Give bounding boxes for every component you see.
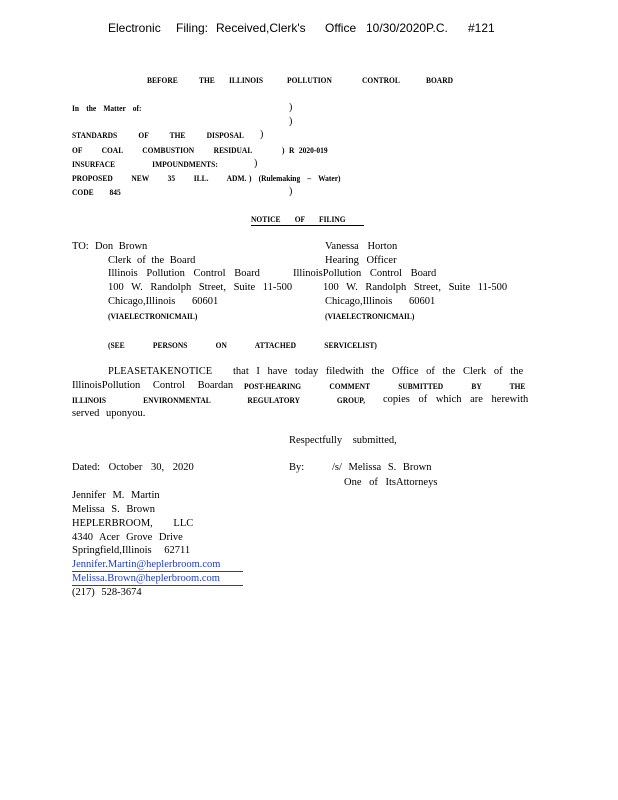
header-office: Office bbox=[325, 21, 357, 35]
body-line1: that I have today filedwith the Office of the Clerk of the bbox=[233, 366, 524, 377]
header-filing: Filing: bbox=[176, 21, 209, 35]
see-persons-note: (SEE PERSONS ON ATTACHED SERVICELIST) bbox=[108, 340, 377, 350]
email-link-brown[interactable]: Melissa.Brown@heplerbroom.com bbox=[72, 573, 220, 584]
recipient-address: 100 W. Randolph Street, Suite 11-500 bbox=[108, 282, 293, 293]
caption-in-matter: In the Matter of: bbox=[72, 103, 142, 113]
firm-name: HEPLERBROOM, LLC bbox=[72, 518, 194, 529]
firm-city: Springfield,Illinois 62711 bbox=[72, 545, 191, 556]
title-board: BOARD bbox=[426, 75, 454, 85]
body-comment-title: POST-HEARING COMMENT SUBMITTED BY THE bbox=[244, 381, 526, 391]
notice-underline bbox=[251, 225, 364, 226]
email-link-martin[interactable]: Jennifer.Martin@heplerbroom.com bbox=[72, 559, 221, 570]
signature: /s/ Melissa S. Brown bbox=[332, 462, 432, 473]
body-line3: copies of which are herewith bbox=[383, 394, 529, 405]
recipient-title: Clerk of the Board bbox=[108, 255, 196, 266]
body-line2: IllinoisPollution Control Boardan bbox=[72, 380, 234, 391]
body-notice-lead: PLEASETAKENOTICE bbox=[108, 366, 213, 377]
caption-docket: ) R 2020-019 bbox=[282, 145, 328, 155]
recipient-org: Illinois Pollution Control Board bbox=[108, 268, 260, 279]
title-illinois: ILLINOIS bbox=[229, 75, 264, 85]
header-received: Received,Clerk's bbox=[216, 21, 306, 35]
attorney-name: Melissa S. Brown bbox=[72, 504, 155, 515]
caption-paren: ) bbox=[289, 116, 293, 127]
attorney-name: Jennifer M. Martin bbox=[72, 490, 160, 501]
caption-line4: PROPOSED NEW 35 ILL. ADM. bbox=[72, 173, 247, 183]
title-pollution: POLLUTION bbox=[287, 75, 332, 85]
firm-phone: (217) 528-3674 bbox=[72, 587, 142, 598]
recipient-via: (VIAELECTRONICMAIL) bbox=[108, 311, 198, 321]
title-before: BEFORE bbox=[147, 75, 178, 85]
recipient-address: 100 W. Randolph Street, Suite 11-500 bbox=[323, 282, 508, 293]
caption-paren: ) bbox=[289, 186, 293, 197]
firm-street: 4340 Acer Grove Drive bbox=[72, 532, 183, 543]
caption-paren: ) bbox=[260, 129, 264, 140]
body-group-name: ILLINOIS ENVIRONMENTAL REGULATORY GROUP, bbox=[72, 395, 366, 405]
header-number: #121 bbox=[468, 21, 495, 35]
recipient-city: Chicago,Illinois 60601 bbox=[108, 296, 219, 307]
caption-line5: CODE 845 bbox=[72, 187, 121, 197]
recipient-org: IllinoisPollution Control Board bbox=[293, 268, 437, 279]
email-underline bbox=[72, 585, 243, 586]
closing: Respectfully submitted, bbox=[289, 435, 397, 446]
caption-line2: OF COAL COMBUSTION RESIDUAL bbox=[72, 145, 253, 155]
title-control: CONTROL bbox=[362, 75, 400, 85]
body-line4: served uponyou. bbox=[72, 408, 146, 419]
dated-line: Dated: October 30, 2020 bbox=[72, 462, 194, 473]
header-date: 10/30/2020P.C. bbox=[366, 21, 448, 35]
caption-paren: ) bbox=[254, 158, 258, 169]
caption-paren: ) bbox=[289, 102, 293, 113]
caption-rulemaking: ) (Rulemaking – Water) bbox=[249, 173, 341, 183]
recipient-via: (VIAELECTRONICMAIL) bbox=[325, 311, 415, 321]
recipient-city: Chicago,Illinois 60601 bbox=[325, 296, 436, 307]
by-label: By: bbox=[289, 462, 305, 473]
title-the: THE bbox=[199, 75, 215, 85]
header-electronic: Electronic bbox=[108, 21, 161, 35]
recipient-name: Vanessa Horton bbox=[325, 241, 398, 252]
to-label: TO: bbox=[72, 241, 89, 252]
recipient-name: Don Brown bbox=[95, 241, 148, 252]
email-underline bbox=[72, 571, 243, 572]
caption-line1: STANDARDS OF THE DISPOSAL bbox=[72, 130, 245, 140]
notice-title: NOTICE OF FILING bbox=[251, 214, 346, 224]
caption-line3: INSURFACE IMPOUNDMENTS: bbox=[72, 159, 218, 169]
signature-role: One of ItsAttorneys bbox=[344, 477, 438, 488]
recipient-title: Hearing Officer bbox=[325, 255, 397, 266]
